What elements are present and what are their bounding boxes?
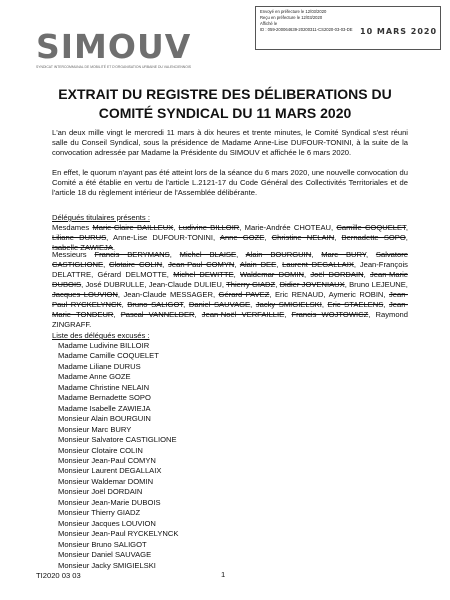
delegate-name: Francis BERYMANS (94, 250, 170, 259)
delegate-name: Pascal VANNELDER (120, 310, 195, 319)
delegate-name: Marc BURY (321, 250, 366, 259)
delegate-name: Joël DORDAIN (310, 270, 364, 279)
absent-item: Monsieur Salvatore CASTIGLIONE (58, 435, 177, 445)
title-line-2: COMITÉ SYNDICAL DU 11 MARS 2020 (98, 105, 352, 121)
delegate-name: Jean-François DELATTRE (52, 260, 408, 279)
absent-item: Madame Christine NELAIN (58, 382, 150, 392)
delegate-name: Jean-Marie TONDEUR (52, 300, 408, 319)
delegates-men-line: Messieurs Francis BERYMANS, Michel BLAISE, Alain BOURGUIN, Marc BURY, Salvatore CASTIGLIONE, Clotaire COLIN, Jean-Paul COMYN, Alain DEE, Laurent DEGALLAIX, Jean-François DELATTRE, Gérard DELMOTTE, Michel DEWITTE, Waldemar DOMIN, Joël DORDAIN, Jean-Marie DUBOIS, José DUBRULLE, Jean-Claude DULIEU, Thierry GIADZ, Didier JOVENIAUX, Bruno LEJEUNE, Jacques LOUVION, Jean-Claude MESSAGER, Gérard PAVEZ, Eric RENAUD, Aymeric ROBIN, Jean-Paul RYCKELYNCK, Bruno SALIGOT, Daniel SAUVAGE, Jacky SMIGIELSKI, Eric STAELENS, Jean-Marie TONDEUR, Pascal VANNELDER, Jean-Noël VERFAILLIE, Francis WOJTOWICZ, Raymond ZINGRAFF. (52, 250, 408, 329)
delegate-name: Liliane DURUS (52, 233, 107, 242)
delegates-women-line: Mesdames Marie-Claire BAILLEUX, Ludivine BILLOIR, Marie-Andrée CHOTEAU, Camille COQUELET, Liliane DURUS, Anne-Lise DUFOUR-TONINI, Anne GOZE, Christine NELAIN, Bernadette SOPO, Isabelle ZAWIEJA. (52, 223, 408, 252)
logo (36, 27, 192, 69)
delegate-name: Aymeric ROBIN (328, 290, 384, 299)
delegate-name: Laurent DEGALLAIX (282, 260, 354, 269)
absent-item: Monsieur Alain BOURGUIN (58, 414, 151, 424)
delegate-name: Jean-Marie DUBOIS (52, 270, 408, 289)
delegate-name: Eric RENAUD (274, 290, 324, 299)
absent-item: Monsieur Jean-Paul COMYN (58, 455, 156, 465)
absent-item: Monsieur Marc BURY (58, 424, 132, 434)
absent-item: Monsieur Jacky SMIGIELSKI (58, 560, 156, 570)
absent-item: Madame Bernadette SOPO (58, 393, 151, 403)
logo-subtitle: SYNDICAT INTERCOMMUNAL DE MOBILITÉ ET D'ORGANISATION URBAINE DU VALENCIENNOIS (36, 65, 192, 69)
quorum-paragraph: En effet, le quorum n'ayant pas été atteint lors de la séance du 6 mars 2020, une nouvelle convocation du Comité a été établie en vertu de l'article L.2121-17 du Code Général des Collectivités Territoriales et de l'article 18 du règlement intérieur de l'Assemblée délibérante. (52, 168, 408, 197)
absent-item: Madame Ludivine BILLOIR (58, 341, 150, 350)
delegate-name: Camille COQUELET (336, 223, 406, 232)
absent-item: Madame Isabelle ZAWIEJA (58, 403, 151, 413)
delegate-name: Alain BOURGUIN (245, 250, 312, 259)
delegate-name: Didier JOVENIAUX (279, 280, 345, 289)
absent-item: Monsieur Thierry GIADZ (58, 508, 141, 518)
absent-item: Madame Anne GOZE (58, 372, 131, 382)
intro-paragraph: L'an deux mille vingt le mercredi 11 mars à dix heures et trente minutes, le Comité Syndical s'est réuni salle du Conseil Syndical, sous la présidence de Madame Anne-Lise DUFOUR-TONINI, à la suite de la convocation adressée par Madame la Présidente du SIMOUV et affichée le 6 mars 2020. (52, 128, 408, 157)
delegate-name: Jean-Paul COMYN (168, 260, 235, 269)
absent-item: Monsieur Clotaire COLIN (58, 445, 143, 455)
absent-item: Monsieur Waldemar DOMIN (58, 476, 154, 486)
delegate-name: Jean-Claude DULIEU (148, 280, 222, 289)
stamp-line: Affiché le (260, 21, 278, 27)
delegate-name: Marie-Andrée CHOTEAU (244, 223, 332, 232)
stamp-line: Envoyé en préfecture le 12/03/2020 (260, 9, 327, 14)
delegate-name: Daniel SAUVAGE (188, 300, 251, 309)
delegate-name: Waldemar DOMIN (240, 270, 304, 279)
delegate-name: Jacques LOUVION (52, 290, 118, 299)
delegate-name: Jean-Claude MESSAGER (123, 290, 213, 299)
mesdames-label: Mesdames (52, 223, 90, 232)
delegate-name: Clotaire COLIN (108, 260, 163, 269)
delegate-name: Jacky SMIGIELSKI (255, 300, 322, 309)
absent-item: Monsieur Joël DORDAIN (58, 487, 143, 497)
absent-item: Monsieur Bruno SALIGOT (58, 539, 147, 549)
delegate-name: José DUBRULLE (85, 280, 145, 289)
absent-item: Monsieur Jean-Paul RYCKELYNCK (58, 529, 179, 539)
absent-item: Madame Liliane DURUS (58, 361, 141, 371)
delegates-heading: Délégués titulaires présents : (52, 213, 150, 222)
delegate-name: Bernadette SOPO (341, 233, 406, 242)
prefecture-stamp (255, 6, 441, 50)
delegate-name: Ludivine BILLOIR (178, 223, 240, 232)
delegate-name: Michel DEWITTE (173, 270, 234, 279)
absent-item: Monsieur Daniel SAUVAGE (58, 550, 152, 560)
delegate-name: Jean-Paul RYCKELYNCK (52, 290, 408, 309)
stamp-line: ID : 059-200064639-20200311-CS2020-03-03-DE (260, 27, 353, 33)
absent-list (58, 341, 178, 571)
absent-item: Monsieur Jean-Marie DUBOIS (58, 497, 161, 507)
absent-item: Monsieur Jacques LOUVION (58, 518, 156, 528)
delegate-name: Marie-Claire BAILLEUX (92, 223, 174, 232)
delegate-name: Alain DEE (239, 260, 277, 269)
delegates-women (52, 213, 408, 253)
messieurs-label: Messieurs (52, 250, 87, 259)
absent-item: Monsieur Laurent DEGALLAIX (58, 466, 162, 476)
delegate-name: Gérard DELMOTTE (97, 270, 167, 279)
delegate-name: Francis WOJTOWICZ (291, 310, 369, 319)
delegate-name: Thierry GIADZ (226, 280, 276, 289)
delegate-name: Bruno LEJEUNE (349, 280, 406, 289)
delegate-name: Anne GOZE (219, 233, 265, 242)
document-title (30, 85, 420, 123)
page-number: 1 (221, 570, 226, 579)
delegate-name: Isabelle ZAWIEJA (52, 243, 113, 252)
delegate-name: Gérard PAVEZ (218, 290, 270, 299)
delegate-name: Salvatore CASTIGLIONE (52, 250, 408, 269)
stamp-line: Reçu en préfecture le 12/03/2020 (260, 15, 323, 21)
absent-item: Madame Camille COQUELET (58, 351, 159, 361)
footer-reference: TI2020 03 03 (36, 571, 81, 580)
title-line-1: EXTRAIT DU REGISTRE DES DÉLIBERATIONS DU (58, 86, 392, 102)
delegate-name: Raymond ZINGRAFF (52, 310, 408, 329)
delegate-name: Jean-Noël VERFAILLIE (201, 310, 285, 319)
delegate-name: Bruno SALIGOT (127, 300, 184, 309)
date-stamp: 10 MARS 2020 (360, 27, 438, 36)
delegate-name: Michel BLAISE (179, 250, 237, 259)
absent-heading: Liste des délégués excusés : (52, 331, 150, 340)
delegate-name: Christine NELAIN (271, 233, 335, 242)
delegate-name: Eric STAELENS (327, 300, 384, 309)
logo-name: SIMOUV (36, 27, 192, 66)
delegate-name: Anne-Lise DUFOUR-TONINI (113, 233, 213, 242)
